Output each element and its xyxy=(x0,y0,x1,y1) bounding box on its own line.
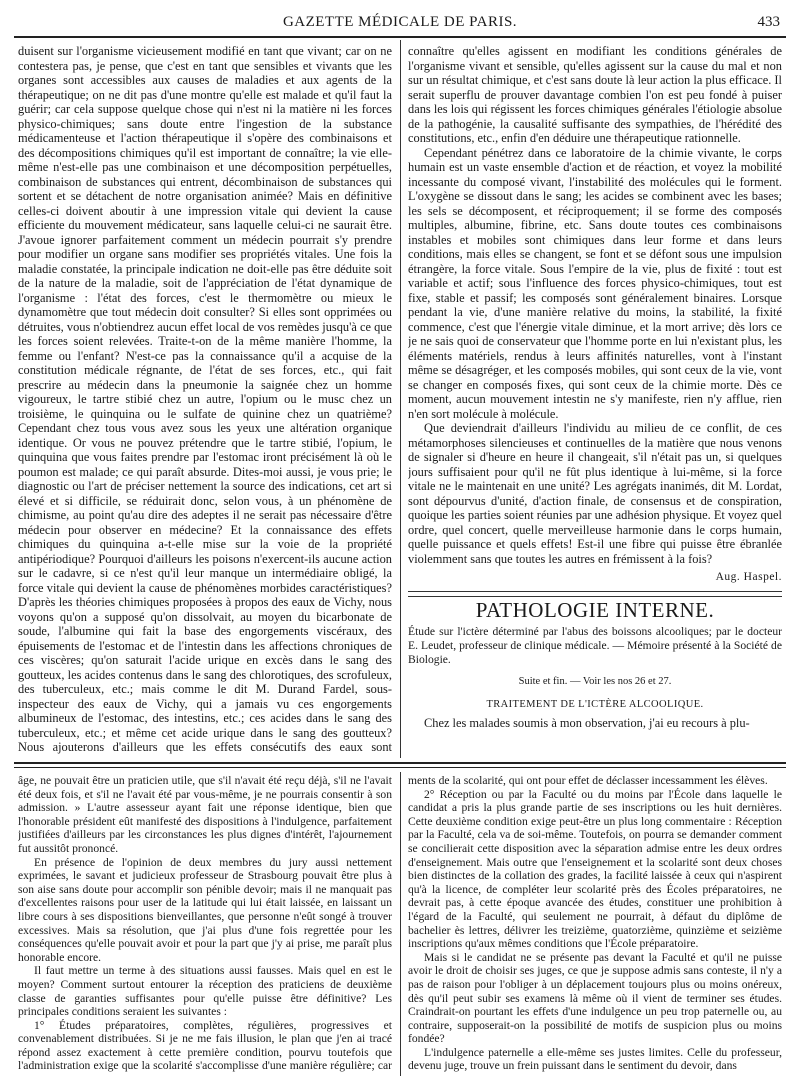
section-title: PATHOLOGIE INTERNE. xyxy=(475,597,715,622)
top-right-paragraph: Cependant pénétrez dans ce laboratoire de la chimie vivante, le corps humain est un vaste ensemble d'action et de réaction, et voyez la mobilité incessante du composé vivant, l'instabilité des molécules qui le forment. L'oxygène se dissout dans le sang; les acides se combinent avec les bases; les sels se décomposent, et réciproquement; il se forme des composés multiples, albumine, fibrine, etc. Sans doute toutes ces combinaisons instables et mobiles sont chimiques dans leur forme et dans leurs conditions, mais elles se changent, se font et se défont sous une impulsion étrangère, la force vitale. Sous l'empire de la vie, plus de fixité : tout est variable et actif; sous l'influence des forces physico-chimiques, tout est fixe, stable et passif; les composés sont généralement binaires. Lorsque pendant la vie, d'une manière relative du moins, la stabilité, la fixité commence, c'est que l'énergie vitale diminue, et la mort arrive; dès lors ce je ne sais quoi de conservateur que l'homme porte en lui n'existant plus, les éléments matériels, rendus à leurs affinités naturelles, vont à l'instant même se désagréger, et les composés mobiles, qui sont ceux de la vie, vont se changer en composés fixes, qui sont ceux de la chimie morte. Dès ce moment, aucun mouvement intestin ne s'y manifeste, rien n'y afflue, rien n'en sort molécule à molécule. xyxy=(408,145,782,421)
page-header xyxy=(20,14,780,34)
study-title: Étude sur l'ictère déterminé par l'abus des boissons alcooliques; par le docteur E. Leudet, professeur de clinique médicale. — Mémoire présenté à la Société de Biologie. xyxy=(408,625,782,666)
bottom-left-paragraph: Il faut mettre un terme à des situations aussi fausses. Mais quel en est le moyen? Comment surtout entourer la réception des praticiens de deuxième classe de garanties suffisantes pour qu'elle puisse être définitive? Les principales conditions seraient les suivantes : xyxy=(18,964,392,1019)
bottom-left-paragraph: âge, ne pouvait être un praticien utile, que s'il n'avait été reçu déjà, s'il ne l'avait été deux fois, et s'il ne l'avait été par vous-même, je ne pourrais consentir à son admission. » L'autre assesseur ayant fait une réponse identique, bien que l'honorable président eût manifesté des dispositions à l'indulgence, parfaitement justifiées d'ailleurs par les circonstances les plus dignes d'intérêt, l'ajournement fut aussitôt prononcé. xyxy=(18,774,392,855)
bottom-right-paragraph: L'indulgence paternelle a elle-même ses justes limites. Celle du professeur, devenu juge, trouve un frein puissant dans le sentiment du devoir, dans xyxy=(408,1045,782,1073)
author-signature: Aug. Haspel. xyxy=(715,571,782,583)
suite-note: Suite et fin. — Voir les nos 26 et 27. xyxy=(518,676,672,687)
top-right-last-line: Chez les malades soumis à mon observation, j'ai eu recours à plu- xyxy=(424,716,750,730)
bottom-right-column xyxy=(408,774,782,1074)
header-rule xyxy=(14,36,786,38)
journal-title: GAZETTE MÉDICALE DE PARIS. xyxy=(282,14,518,30)
bottom-left-paragraph: 1° Études préparatoires, complètes, régulières, progressives et convenablement distribuées. Si je ne me fais illusion, le plan que j'en ai tracé répond assez exactement à cette première condition, pourvu toutefois que l'administration exige que la scolarité s'accomplisse d'une manière régulière; car xyxy=(18,1018,392,1073)
bottom-right-paragraph: Mais si le candidat ne se présente pas devant la Faculté et qu'il ne puisse avoir le droit de choisir ses juges, ce que je suppose admis sans conteste, il n'y a pas de raison pour l'obliger à un déplacement toujours plus ou moins onéreux, dès qu'il peut subir ses examens là même où il vient de terminer ses études. Craindrait-on pourtant les effets d'une indulgence un peu trop paternelle ou, au contraire, supposerait-on la possibilité de motifs de suspicion plus ou moins fondée? xyxy=(408,950,782,1046)
page-number: 433 xyxy=(757,14,780,30)
top-right-paragraph: connaître qu'elles agissent en modifiant les conditions générales de l'organisme vivant et sensible, qu'elles agissent sur la cause du mal et non sur un résultat chimique, et c'est sans doute là leur action la plus efficace. Il serait superflu de prouver davantage combien l'on est peu fondé à puiser dans les lois qui régissent les forces chimiques générales l'étiologie absolue de la pathogénie, la causalité suffisante des sympathies, de l'hérédité des constitutions, etc., enfin d'en déduire une thérapeutique rationnelle. xyxy=(408,44,782,145)
subsection-title: TRAITEMENT DE L'ICTÈRE ALCOOLIQUE. xyxy=(486,698,704,710)
top-right-paragraph: Que deviendrait d'ailleurs l'individu au milieu de ce conflit, de ces métamorphoses silencieuses et continuelles de la matière que nous venons de signaler si d'heure en heure il changeait, s'il n'était pas un, si quelques jours suffisaient pour qu'il ne fût plus identique à lui-même, si la force vitale ne le maintenait en une unité? Les agrégats inanimés, dit M. Lordat, sont dépourvus d'unité, d'action finale, de consensus et de conspiration, quoique les parties soient réunies par une adhésion physique. Et voyez quel ordre, quel concert, quelle merveilleuse harmonie dans le corps humain, quelle puissance et quels effets! Est-il une fibre qui puisse être ébranlée violemment sans que toutes les autres en frémissent à la fois? xyxy=(408,421,782,566)
top-left-column xyxy=(18,44,392,754)
top-left-paragraph: duisent sur l'organisme vicieusement modifié en tant que vivant; car on ne contestera pas, je pense, que c'est en tant que sensibles et vivants que les organes sont accessibles aux causes de maladies et aux agents de la thérapeutique; on ne dit pas d'une montre qu'elle est malade et qu'il faut la guérir; car cela suppose quelque chose qui n'est ni la matière ni les forces physico-chimiques; sans doute entre l'ingestion de la substance médicamenteuse et l'action thérapeutique il s'opère des combinaisons et des décompositions chimiques qu'il est important de connaître; la vie elle-même n'est-elle pas une combinaison et une décomposition perpétuelles, combinaison de substances qui entrent, décombinaison de substances qui sortent et se détachent de notre organisation animée? Mais en définitive celles-ci doivent aboutir à une impression vitale qui devient la cause efficiente du mouvement médicateur, sans laquelle celui-ci ne saurait être. J'avoue ignorer parfaitement comment un médecin pourrait s'y prendre pour modifier un organe sans modifier ses propriétés vitales. Une fois la maladie constatée, la principale indication ne doit-elle pas être déduite soit de la nature de la maladie, soit de l'appréciation de l'état dynamique de l'organisme : l'état des forces, c'est le thermomètre ou mieux le dynamomètre que tout médecin doit consulter? Si elles sont opprimées ou détruites, vous n'obtiendrez aucun effet local de vos remèdes jusqu'à ce que les forces soient relevées. Traite-t-on de la même manière l'homme, la femme ou l'enfant? N'est-ce pas la connaissance qu'il a acquise de la constitution médicale régnante, de l'état de ses forces, etc., qui fait prescrire au médecin dans la pneumonie la saignée chez un homme vigoureux, le tartre stibié chez un autre, l'opium ou le musc chez un troisième, le quinquina ou le sulfate de quinine chez un quatrième? Cependant chez tous vous avez sous les yeux une altération organique identique. Or vous ne pouvez prétendre que le tartre stibié, l'opium, le quinquina que vous faites prendre par l'estomac iront précisément là où le poumon est malade; ce qui paraît absurde. Dites-moi aussi, je vous prie; le diagnostic ou l'art de préciser nettement la source des indications, cet art si élevé et si difficile, se réduirait donc, selon vous, à un phénomène de chimisme, au point qu'au dire des adeptes il ne serait pas nécessaire d'être médecin pour observer en médecine? Et la connaissance des effets chimiques du quinquina a-t-elle mise sur la voie de la propriété antipériodique? Pourquoi d'ailleurs les poisons n'exercent-ils aucune action sur le cadavre, si ce n'est qu'il leur manque un intermédiaire obligé, la force vitale qui devient la cause de phénomènes morbides caractéristiques? D'après les théories chimiques proposées à propos des eaux de Vichy, nous voyons qu'on a supposé qu'on dissolvait, au moyen du bicarbonate de soude, l'albumine qui fait la base des engorgements viscéraux, des épuisements de l'estomac et de l'intestin dans les affections chroniques de ces viscères; qu'on saturait l'acide urique en excès dans le sang des goutteux, les acides contenus dans le sang des chlorotiques, des scrofuleux, des tuberculeux, etc.; mais comme le dit M. Durand Fardel, sous-inspecteur des eaux de Vichy, qui a jamais vu ces engorgements albumineux de l'estomac, des intestins, etc.; ces acides dans le sang des tuberculeux, etc.; et même cet acide urique dans le sang des goutteux? Nous ajouterons d'ailleurs que les effets consécutifs des eaux sont xyxy=(18,44,392,754)
bottom-left-column xyxy=(18,774,392,1074)
column-divider-bottom xyxy=(400,772,401,1076)
middle-rule xyxy=(14,762,786,764)
middle-rule-thin xyxy=(14,767,786,768)
bottom-right-paragraph: 2° Réception ou par la Faculté ou du moins par l'École dans laquelle le candidat a pris la plus grande partie de ses inscriptions ou les huit dernières. Cette deuxième condition exige peut-être un plus long commentaire : Réception par la Faculté, cela va de soi-même. Toutefois, on pourra se demander comment se concilierait cette disposition avec la séparation admise entre les deux ordres d'enseignement. Mais outre que l'enseignement et la scolarité sont deux choses bien distinctes de la collation des grades, la facilité laissée à ceux qui n'aspirent qu'à la licence, de compléter leur scolarité près des Écoles préparatoires, ne devrait pas, à cette époque avancée des études, constituer une prohibition à l'égard de la Faculté, qui seulement ne pourrait, à défaut du diplôme de bachelier ès lettres, délivrer les treizième, quatorzième, quinzième et seizième inscriptions qu'aux mêmes conditions que l'École préparatoire. xyxy=(408,787,782,951)
column-divider xyxy=(400,40,401,758)
section-rule xyxy=(408,591,782,597)
top-right-column xyxy=(408,44,782,756)
bottom-left-paragraph: En présence de l'opinion de deux membres du jury aussi nettement exprimées, le savant et judicieux professeur de Strasbourg pouvait être plus à son aise sans doute pour accomplir son pénible devoir; mais il ne manquait pas d'excellentes raisons pour user de la latitude qui lui était laissée, en laissant un libre cours à ses dispositions bienveillantes, que personne n'eût songé à trouver excessives. Mais sa résolution, que j'ai plus d'une fois regrettée pour les conséquences qu'elle pouvait avoir et pour la part que j'y ai prise, me paraît plus honorable encore. xyxy=(18,855,392,964)
bottom-right-paragraph: ments de la scolarité, qui ont pour effet de déclasser incessamment les élèves. xyxy=(408,774,768,787)
